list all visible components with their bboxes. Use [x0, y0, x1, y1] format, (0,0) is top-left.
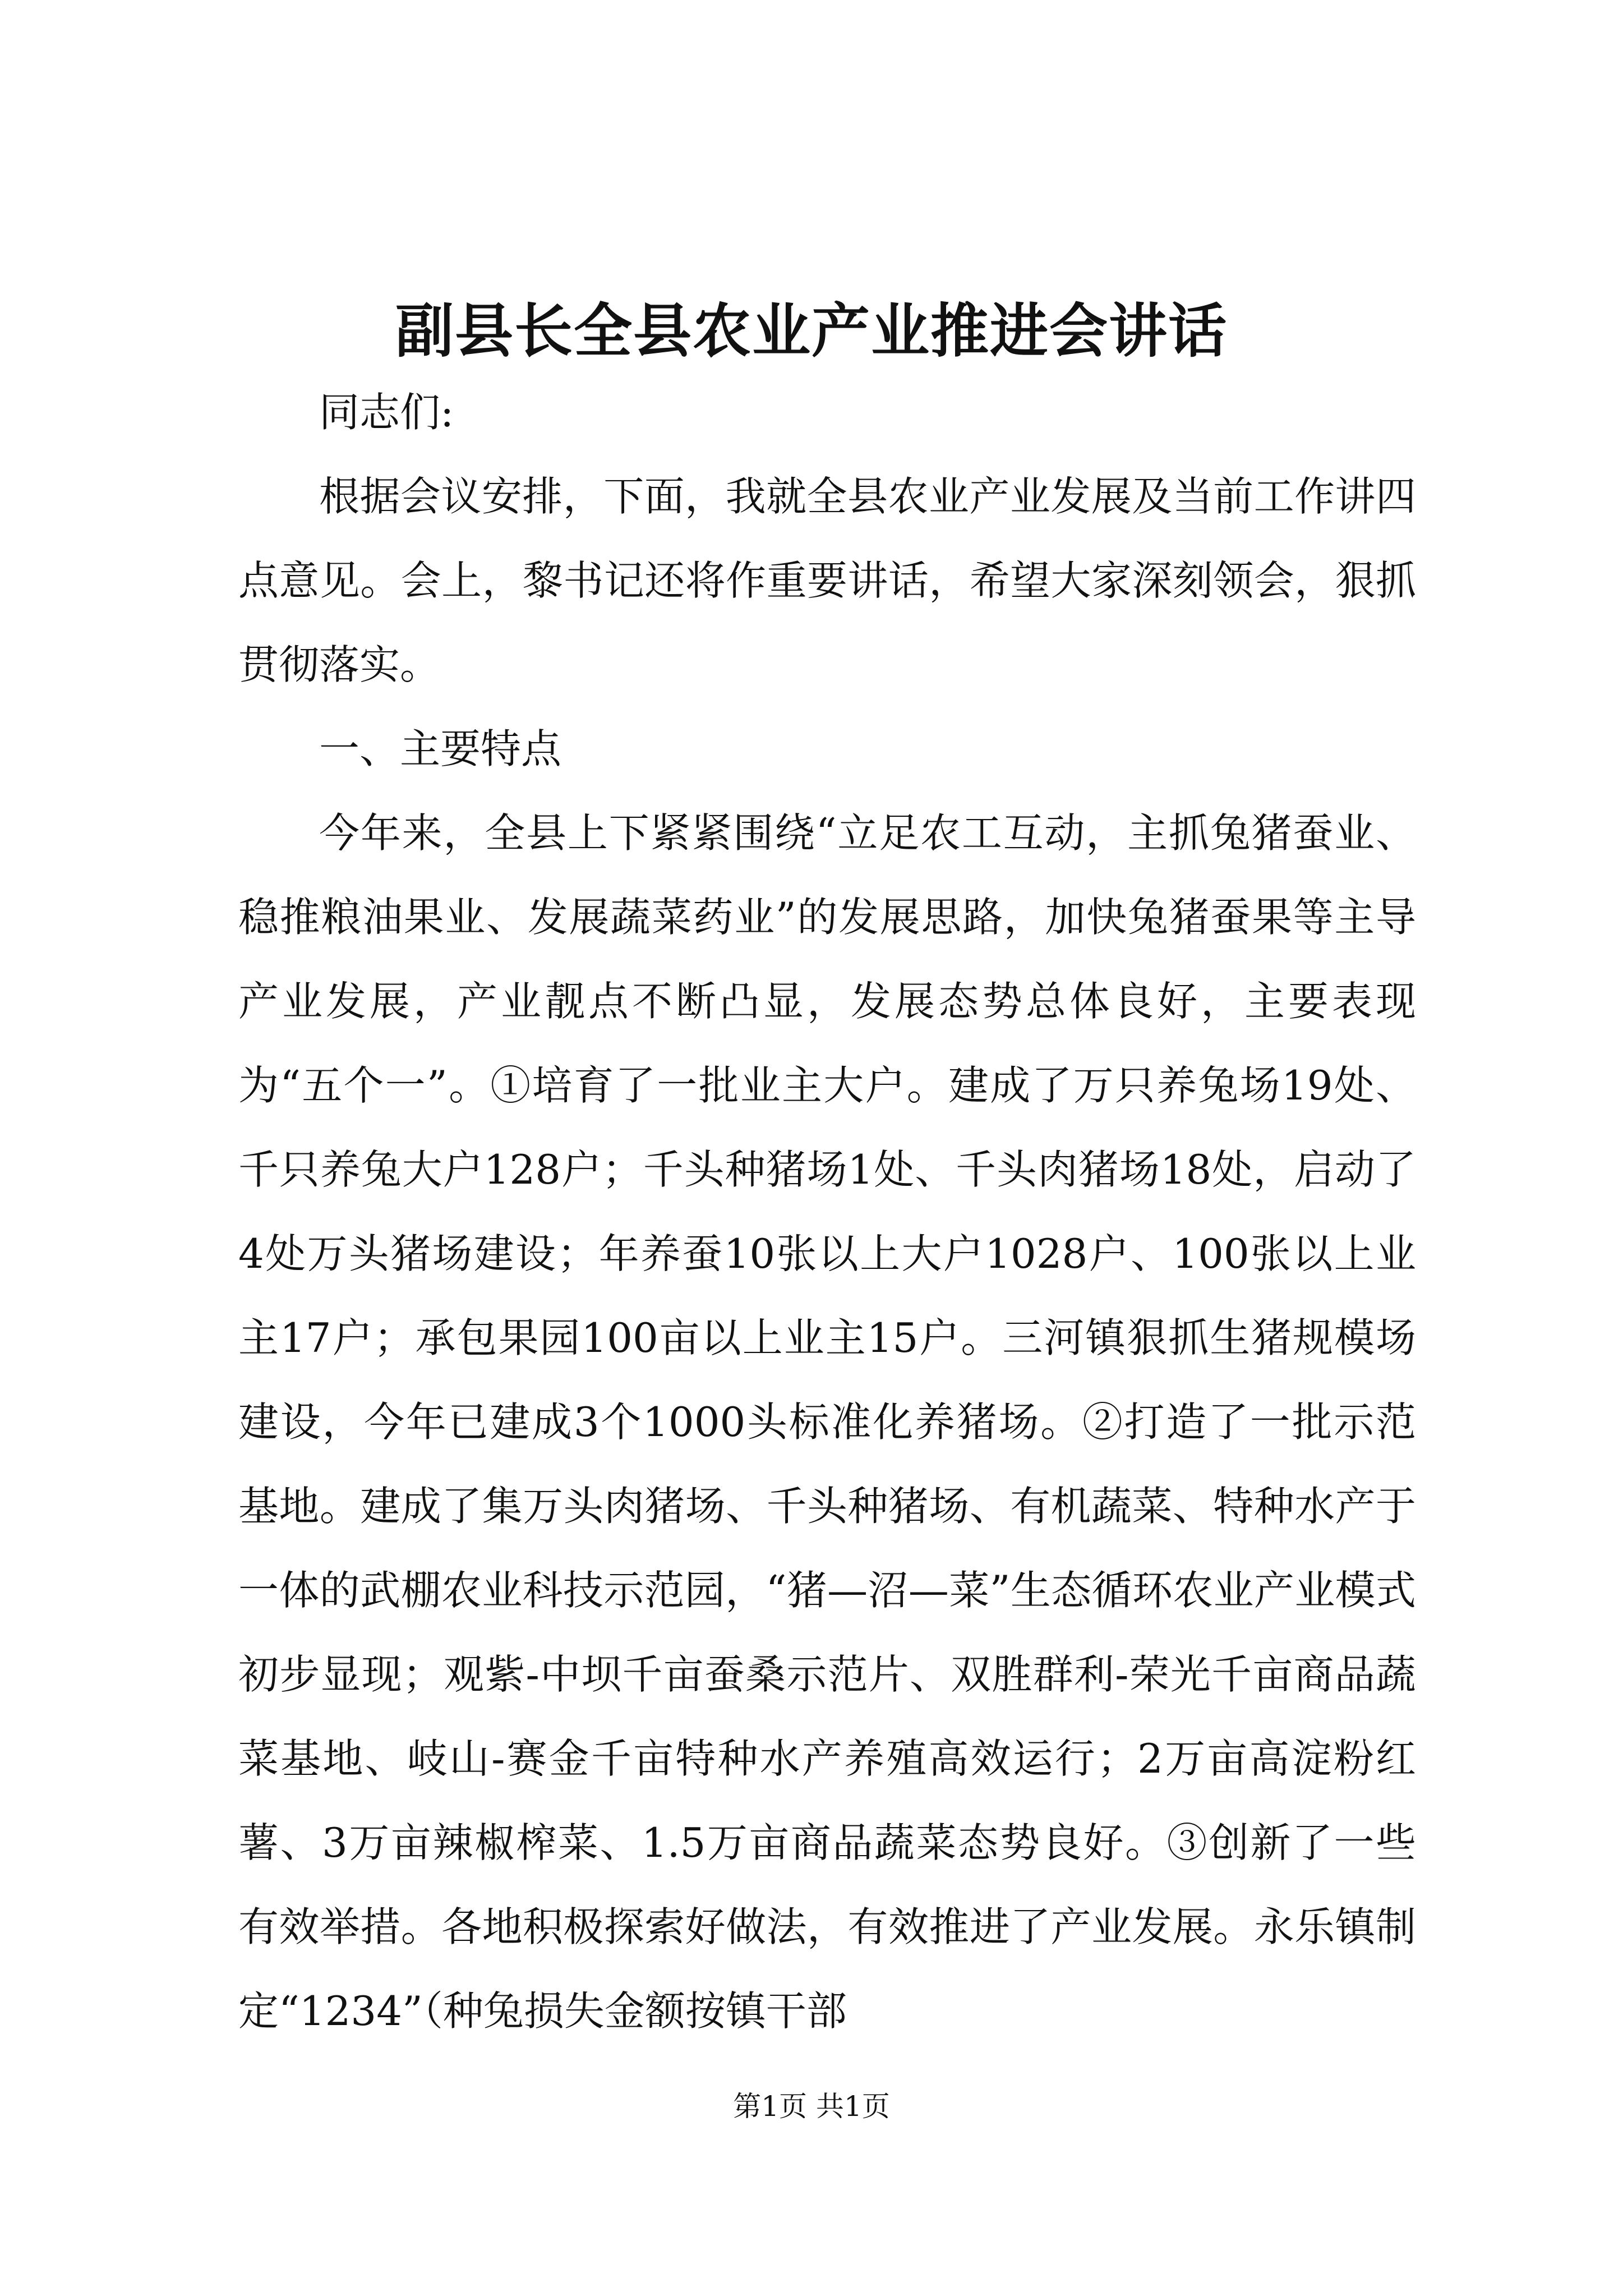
section-heading: 一、主要特点 — [319, 725, 562, 772]
salutation: 同志们: — [319, 389, 454, 436]
intro-paragraph: 根据会议安排，下面，我就全县农业产业发展及当前工作讲四点意见。会上，黎书记还将作重要讲话，希望大家深刻领会，狠抓贯彻落实。 — [238, 473, 1416, 688]
document-body — [238, 370, 1416, 2053]
document-title: 副县长全县农业产业推进会讲话 — [395, 296, 1228, 365]
page-footer: 第1页 共1页 — [733, 2090, 890, 2123]
body-paragraph: 今年来，全县上下紧紧围绕“立足农工互动，主抓兔猪蚕业、稳推粮油果业、发展蔬菜药业”的发展思路，加快兔猪蚕果等主导产业发展，产业靓点不断凸显，发展态势总体良好，主要表现为“五个一”。①培育了一批业主大户。建成了万只养兔场19处、千只养兔大户128户；千头种猪场1处、千头肉猪场18处，启动了4处万头猪场建设；年养蚕10张以上大户1028户、100张以上业主17户；承包果园100亩以上业主15户。三河镇狠抓生猪规模场建设，今年已建成3个1000头标准化养猪场。②打造了一批示范基地。建成了集万头肉猪场、千头种猪场、有机蔬菜、特种水产于一体的武棚农业科技示范园，“猪—沼—菜”生态循环农业产业模式初步显现；观紫-中坝千亩蚕桑示范片、双胜群利-荣光千亩商品蔬菜基地、岐山-赛金千亩特种水产养殖高效运行；2万亩高淀粉红薯、3万亩辣椒榨菜、1.5万亩商品蔬菜态势良好。③创新了一些有效举措。各地积极探索好做法，有效推进了产业发展。永乐镇制定“1234”（种兔损失金额按镇干部 — [238, 809, 1416, 2035]
